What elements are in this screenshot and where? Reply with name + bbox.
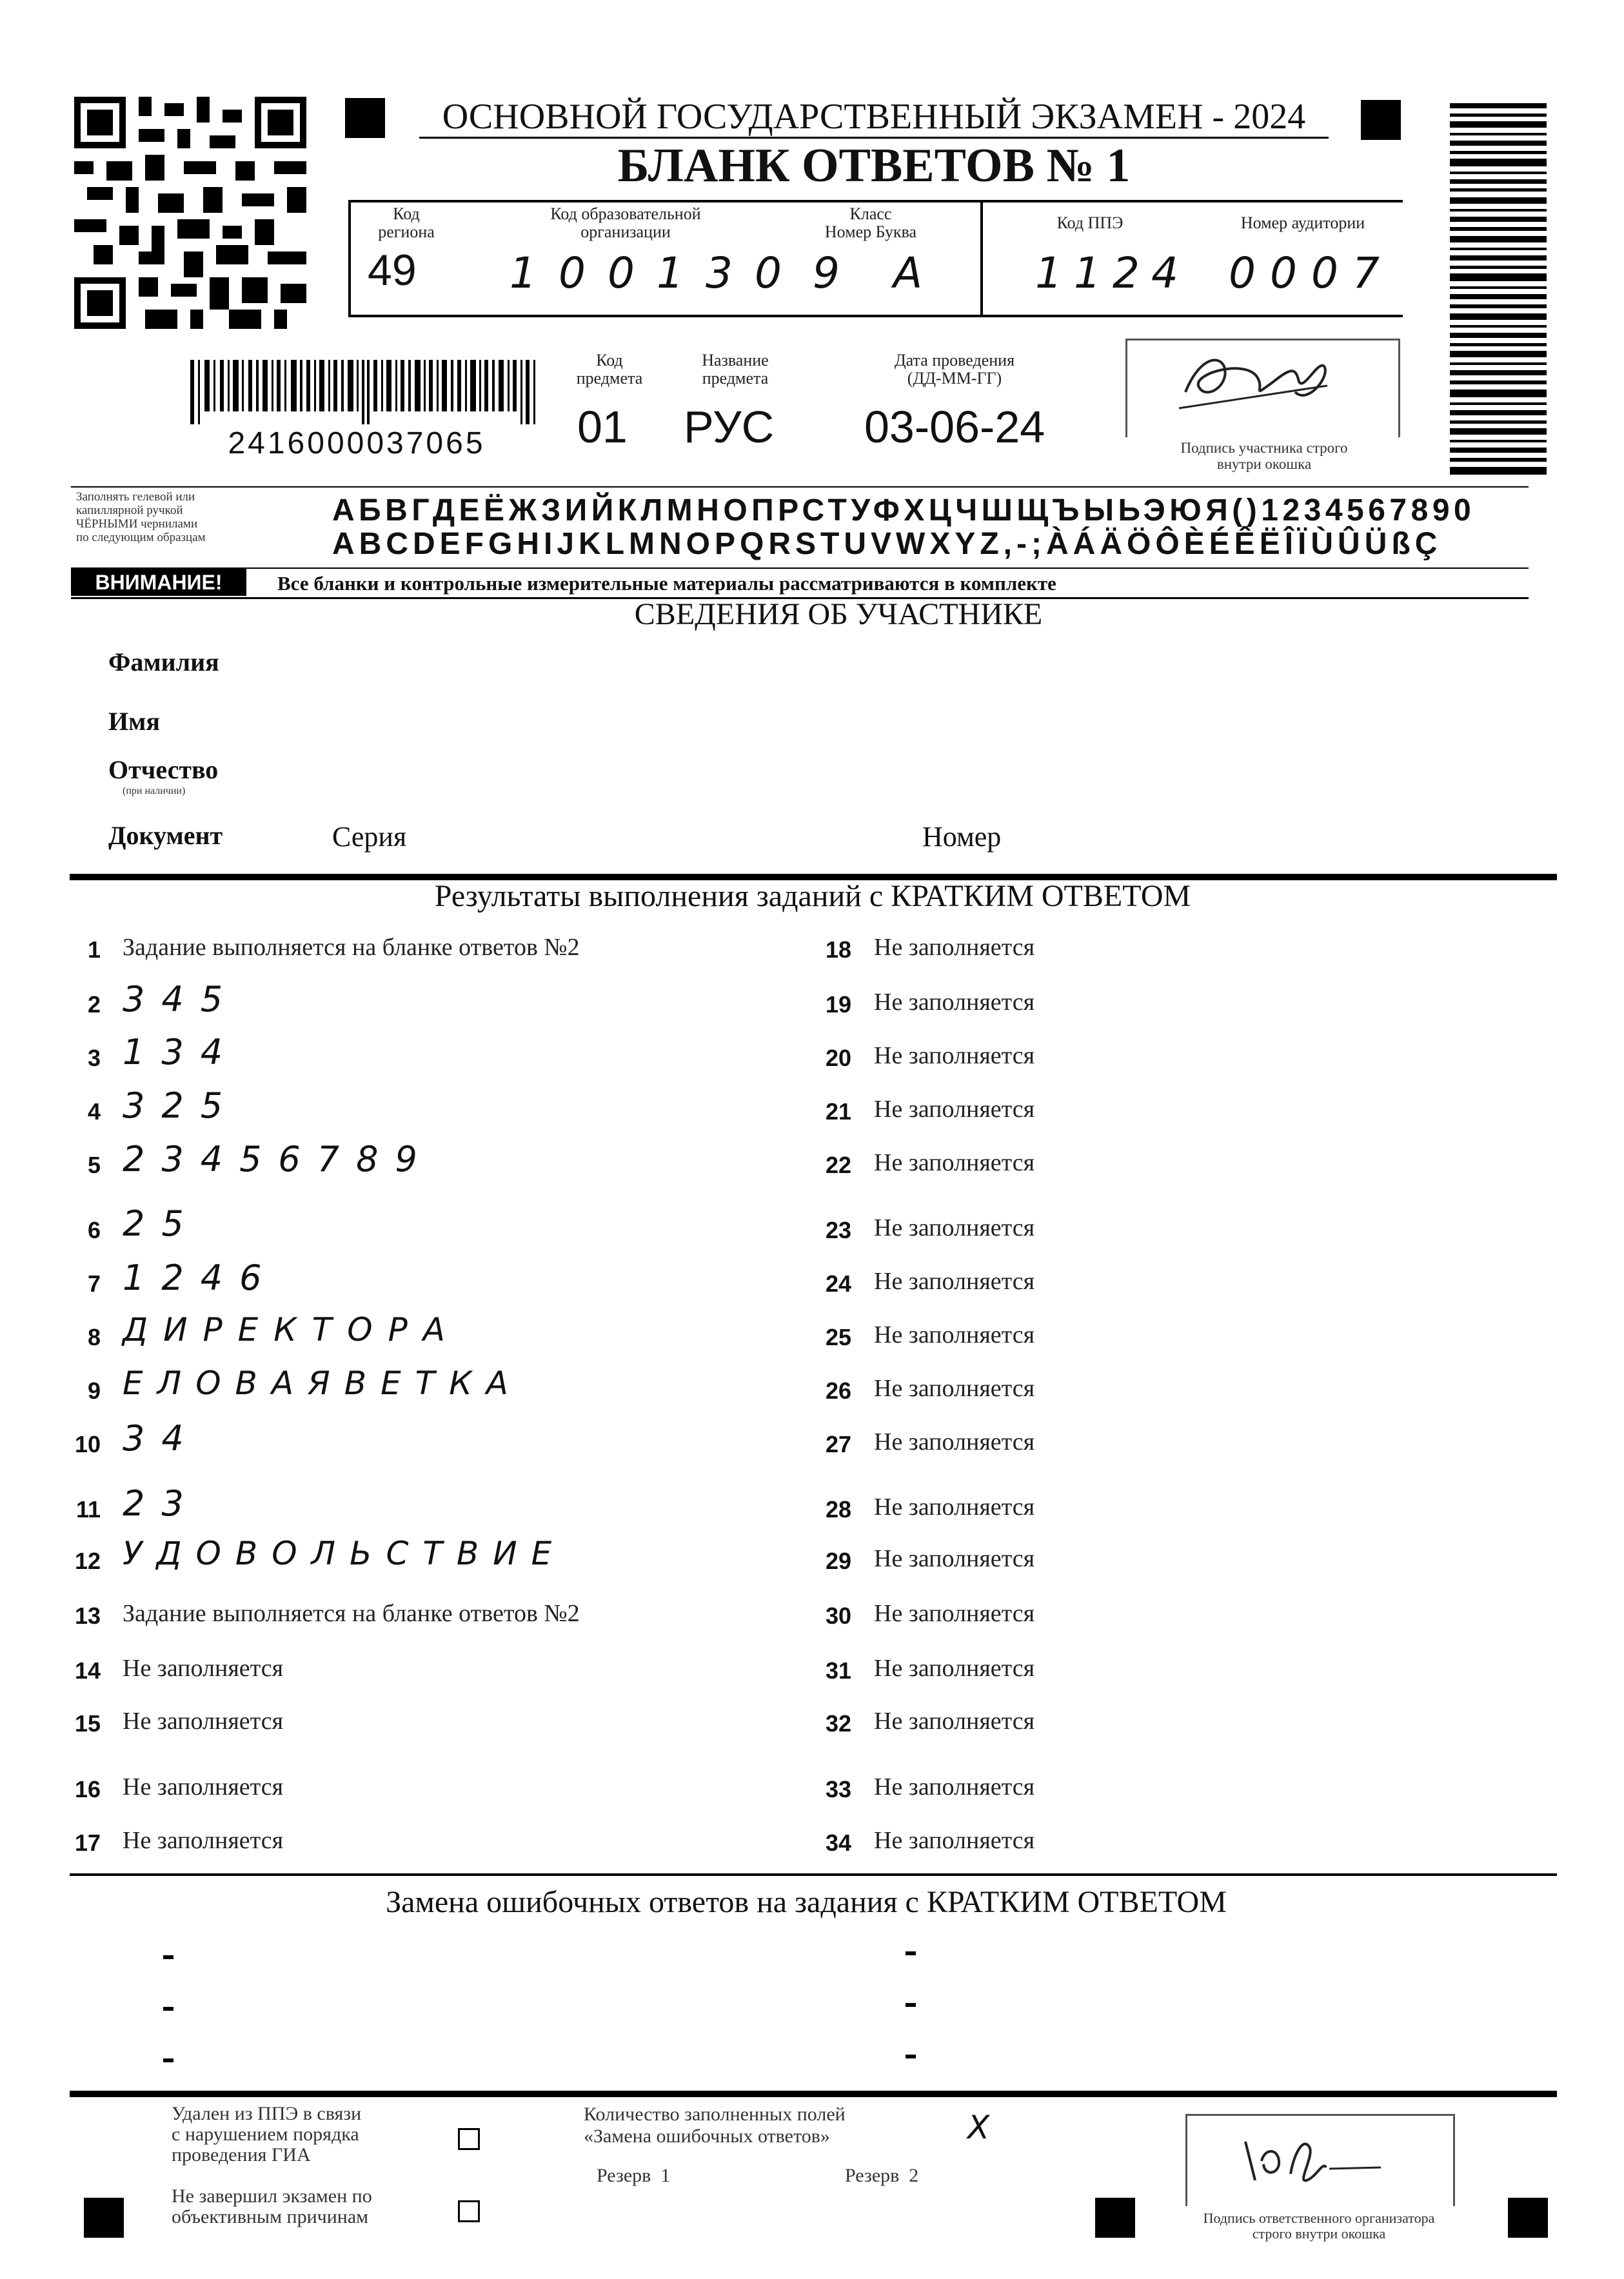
question-number: 2	[87, 991, 101, 1018]
organizer-signature-icon	[1233, 2122, 1400, 2193]
notice-badge: ВНИМАНИЕ!	[71, 569, 246, 596]
registration-marker	[84, 2198, 124, 2238]
participant-signature-box	[1125, 339, 1400, 437]
document-label: Документ	[108, 821, 223, 850]
question-number: 29	[825, 1548, 851, 1574]
answer-text: Не заполняется	[874, 1655, 1035, 1682]
organizer-signature-box	[1185, 2114, 1455, 2206]
question-number: 1	[87, 936, 101, 963]
answer-text: Не заполняется	[874, 1096, 1035, 1123]
question-number: 20	[825, 1045, 851, 1071]
question-number: 16	[74, 1776, 101, 1802]
class-letter-value: А	[893, 248, 941, 298]
answer-text: Не заполняется	[874, 1545, 1035, 1572]
answer-text: Не заполняется	[874, 1321, 1035, 1348]
question-number: 3	[87, 1045, 101, 1071]
question-number: 31	[825, 1657, 851, 1684]
handwritten-answer: 23456789	[123, 1139, 434, 1179]
answer-text: Не заполняется	[123, 1827, 284, 1854]
question-number: 4	[87, 1098, 101, 1125]
handwritten-answer: 345	[123, 979, 240, 1020]
answer-text: Не заполняется	[123, 1655, 284, 1682]
answer-text: Не заполняется	[874, 989, 1035, 1016]
room-number-label: Номер аудитории	[1240, 213, 1365, 232]
organizer-signature-caption: Подпись ответственного организатора строго внутри окошка	[1203, 2210, 1435, 2242]
patronymic-label: Отчество	[108, 755, 219, 784]
side-barcode-icon	[1450, 103, 1547, 477]
answer-text: Не заполняется	[123, 1708, 284, 1735]
answer-text: Не заполняется	[874, 1494, 1035, 1521]
replaced-count-label: Количество заполненных полей «Замена ошибочных ответов»	[584, 2104, 846, 2147]
question-number: 8	[87, 1324, 101, 1350]
ppe-code-label: Код ППЭ	[1056, 213, 1124, 232]
subject-code-label: Код предмета	[576, 351, 643, 388]
code-box-left	[348, 200, 351, 316]
answer-text: Не заполняется	[874, 1600, 1035, 1627]
participant-heading: СВЕДЕНИЯ ОБ УЧАСТНИКЕ	[634, 597, 1043, 631]
question-number: 27	[825, 1431, 851, 1457]
series-label: Серия	[332, 821, 407, 853]
answer-text: Не заполняется	[874, 1042, 1035, 1069]
replaced-count-mark: Х	[967, 2109, 990, 2146]
question-number: 25	[825, 1324, 851, 1350]
region-code-label: Код региона	[378, 204, 435, 241]
replacement-field-left-1[interactable]	[163, 1955, 173, 1959]
replacement-divider	[70, 1873, 1557, 1876]
exam-date-value: 03-06-24	[864, 402, 1045, 452]
org-code-label: Код образовательной организации	[550, 204, 701, 241]
replacement-field-right-2[interactable]	[906, 2003, 916, 2007]
number-label: Номер	[922, 821, 1002, 853]
notice-text: Все бланки и контрольные измерительные материалы рассматриваются в комплекте	[277, 572, 1056, 595]
sample-chars-row-2: ABCDEFGHIJKLMNOPQRSTUVWXYZ,-;ÀÁÄÖÔÈÉÊËÎÏÙÛÜßÇ	[332, 527, 1442, 561]
not-finished-checkbox[interactable]	[458, 2200, 480, 2222]
not-finished-label: Не завершил экзамен по объективным причинам	[172, 2185, 372, 2227]
registration-marker	[1361, 100, 1401, 140]
handwritten-answer: ЕЛОВАЯВЕТКА	[123, 1365, 522, 1402]
question-number: 14	[74, 1657, 101, 1684]
question-number: 17	[74, 1830, 101, 1856]
answer-text: Задание выполняется на бланке ответов №2	[123, 1600, 580, 1627]
footer-divider	[70, 2091, 1557, 2097]
answer-text: Не заполняется	[874, 1827, 1035, 1854]
question-number: 10	[74, 1431, 101, 1457]
room-number-value: 0007	[1229, 248, 1394, 298]
answer-text: Не заполняется	[874, 1214, 1035, 1241]
handwritten-answer: УДОВОЛЬСТВИЕ	[123, 1535, 566, 1572]
question-number: 24	[825, 1270, 851, 1297]
question-number: 12	[74, 1548, 101, 1574]
reserve-2-label: Резерв 2	[845, 2165, 919, 2186]
question-number: 28	[825, 1496, 851, 1523]
question-number: 33	[825, 1776, 851, 1802]
ppe-code-value: 1124	[1035, 248, 1190, 298]
question-number: 5	[87, 1152, 101, 1178]
handwritten-answer: 23	[123, 1483, 201, 1524]
question-number: 34	[825, 1830, 851, 1856]
question-number: 32	[825, 1710, 851, 1737]
question-number: 6	[87, 1217, 101, 1243]
class-label: Класс Номер Буква	[824, 204, 917, 241]
answer-text: Не заполняется	[123, 1773, 284, 1801]
code-box-divider	[980, 200, 983, 316]
answer-text: Не заполняется	[874, 1428, 1035, 1455]
replacement-heading: Замена ошибочных ответов на задания с КРАТКИМ ОТВЕТОМ	[386, 1885, 1227, 1919]
removed-checkbox[interactable]	[458, 2128, 480, 2150]
code-box-bottom	[348, 315, 1403, 317]
question-number: 22	[825, 1152, 851, 1178]
question-number: 13	[74, 1603, 101, 1629]
question-number: 21	[825, 1098, 851, 1125]
sample-instruction: Заполнять гелевой или капиллярной ручкой ЧЁРНЫМИ чернилами по следующим образцам	[76, 490, 206, 544]
handwritten-answer: 25	[123, 1203, 201, 1244]
surname-label: Фамилия	[108, 647, 219, 676]
exam-date-label: Дата проведения (ДД-ММ-ГГ)	[894, 351, 1015, 388]
region-code-value: 49	[368, 246, 417, 295]
sample-chars-row-1: АБВГДЕЁЖЗИЙКЛМНОПРСТУФХЦЧШЩЪЫЬЭЮЯ()1234567890	[332, 493, 1476, 528]
answer-text: Не заполняется	[874, 1708, 1035, 1735]
sample-divider-top	[71, 486, 1529, 488]
exam-title: ОСНОВНОЙ ГОСУДАРСТВЕННЫЙ ЭКЗАМЕН - 2024	[419, 97, 1329, 139]
handwritten-answer: 134	[123, 1032, 240, 1072]
question-number: 7	[87, 1270, 101, 1297]
handwritten-answer: ДИРЕКТОРА	[123, 1311, 460, 1348]
answer-text: Не заполняется	[874, 1268, 1035, 1295]
handwritten-answer: 1246	[123, 1258, 279, 1298]
question-number: 9	[87, 1377, 101, 1404]
question-number: 11	[75, 1496, 101, 1523]
handwritten-answer: 325	[123, 1085, 240, 1126]
registration-marker	[345, 98, 385, 138]
registration-marker	[1508, 2198, 1548, 2238]
question-number: 15	[74, 1710, 101, 1737]
answer-text: Не заполняется	[874, 1149, 1035, 1176]
subject-name-value: РУС	[684, 402, 775, 452]
replacement-field-right-1[interactable]	[906, 1951, 916, 1955]
name-label: Имя	[108, 707, 160, 736]
barcode-number: 2416000037065	[228, 426, 486, 460]
handwritten-answer: 34	[123, 1418, 201, 1459]
reserve-1-label: Резерв 1	[597, 2165, 671, 2186]
replacement-field-left-2[interactable]	[163, 2007, 173, 2011]
question-number: 30	[825, 1603, 851, 1629]
participant-signature-caption: Подпись участника строго внутри окошка	[1180, 440, 1348, 472]
answer-text: Не заполняется	[874, 1375, 1035, 1402]
question-number: 18	[825, 936, 851, 963]
question-number: 26	[825, 1377, 851, 1404]
answer-text: Не заполняется	[874, 1773, 1035, 1801]
participant-signature-icon	[1160, 347, 1353, 418]
form-title: БЛАНК ОТВЕТОВ № 1	[617, 139, 1131, 192]
replacement-field-right-3[interactable]	[906, 2055, 916, 2058]
patronymic-note: (при наличии)	[123, 785, 186, 796]
removed-label: Удален из ППЭ в связи с нарушением порядка проведения ГИА	[172, 2103, 362, 2166]
barcode-icon	[190, 360, 539, 424]
results-heading: Результаты выполнения заданий с КРАТКИМ ОТВЕТОМ	[434, 879, 1191, 913]
registration-marker	[1095, 2198, 1135, 2238]
class-number-value: 9	[813, 248, 858, 298]
subject-code-value: 01	[577, 402, 628, 452]
org-code-value: 100130	[510, 248, 804, 298]
qr-code-icon	[74, 97, 306, 329]
question-number: 19	[825, 991, 851, 1018]
answer-text: Не заполняется	[874, 934, 1035, 961]
code-box-top	[348, 200, 1403, 202]
replacement-field-left-3[interactable]	[163, 2058, 173, 2062]
subject-name-label: Название предмета	[702, 351, 769, 388]
question-number: 23	[825, 1217, 851, 1243]
answer-text: Задание выполняется на бланке ответов №2	[123, 934, 580, 961]
